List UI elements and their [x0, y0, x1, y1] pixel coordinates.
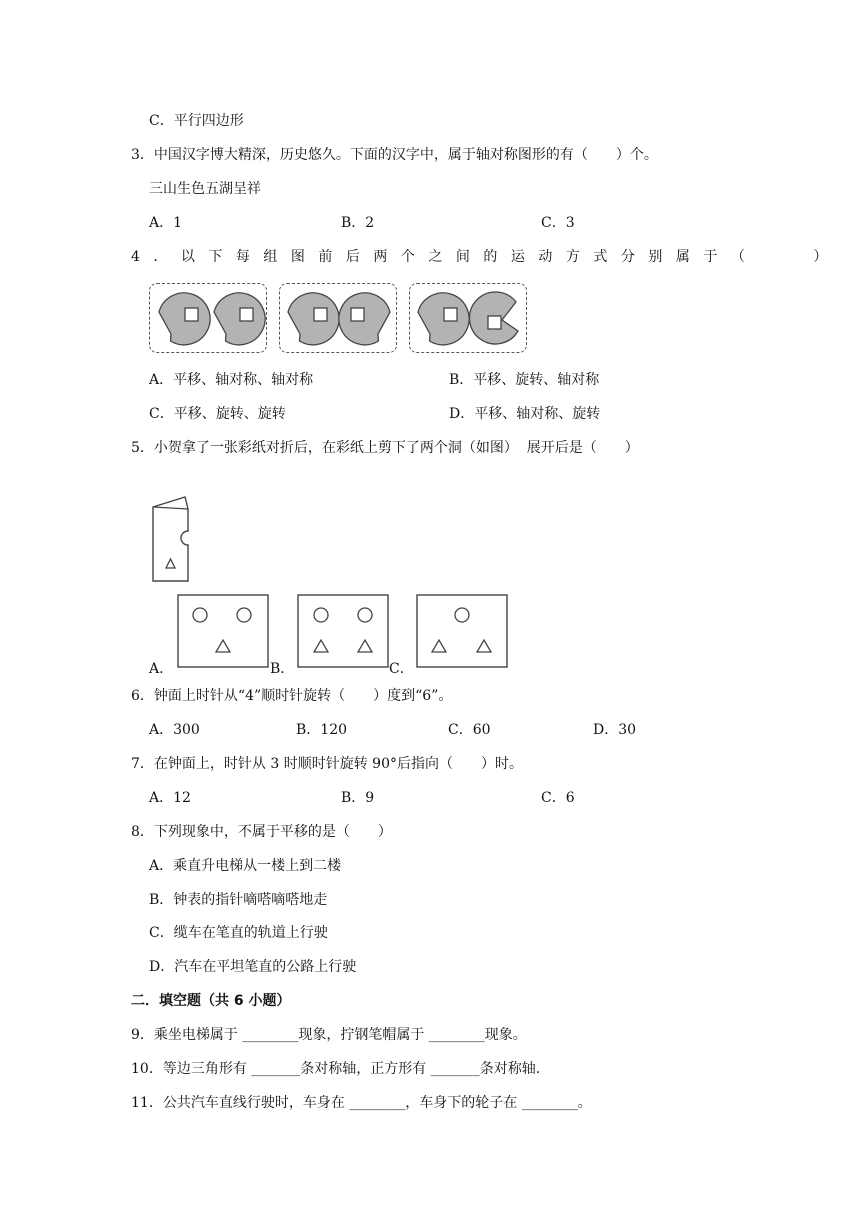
q7-option-a: A．12: [149, 790, 191, 806]
q8-stem: 8．下列现象中，不属于平移的是（ ）: [131, 824, 392, 840]
q4-group2-shape-1: [288, 293, 339, 345]
q5-option-b-label: B．: [270, 661, 295, 677]
q4-group3-shape-2: [469, 292, 518, 344]
q3-stem: 3．中国汉字博大精深，历史悠久。下面的汉字中，属于轴对称图形的有（ ）个。: [131, 147, 658, 163]
q7-option-b: B．9: [341, 790, 375, 806]
q3-option-b: B．2: [341, 215, 375, 231]
q5-option-c-figure: [417, 595, 507, 667]
q4-group2-shape-2: [339, 293, 390, 345]
q11-stem: 11．公共汽车直线行驶时，车身在 ________，车身下的轮子在 ________。: [131, 1095, 592, 1111]
q4-stem: 4．以下每组图前后两个之间的运动方式分别属于（ ）: [131, 249, 841, 265]
q10-stem: 10．等边三角形有 _______条对称轴，正方形有 _______条对称轴.: [131, 1061, 541, 1077]
q4-figures: [0, 0, 860, 360]
q3-option-a: A．1: [149, 215, 183, 231]
q6-stem: 6．钟面上时针从“4”顺时针旋转（ ）度到“6”。: [131, 688, 453, 704]
q2-option-c: C．平行四边形: [149, 113, 244, 129]
section-2-title: 二．填空题（共 6 小题）: [131, 993, 291, 1009]
q4-group1-shape-1: [159, 293, 210, 345]
q4-option-d: D．平移、轴对称、旋转: [449, 406, 601, 422]
q6-option-a: A．300: [149, 722, 200, 738]
q9-stem: 9．乘坐电梯属于 ________现象，拧钢笔帽属于 ________现象。: [131, 1027, 527, 1043]
q8-option-d: D．汽车在平坦笔直的公路上行驶: [149, 959, 357, 975]
q8-option-a: A．乘直升电梯从一楼上到二楼: [149, 858, 342, 874]
q6-option-b: B．120: [296, 722, 348, 738]
q6-option-d: D．30: [593, 722, 637, 738]
q8-option-c: C．缆车在笔直的轨道上行驶: [149, 925, 328, 941]
q5-option-b-figure: [298, 595, 388, 667]
q7-option-c: C．6: [541, 790, 575, 806]
q5-stem: 5．小贺拿了一张彩纸对折后，在彩纸上剪下了两个洞（如图） 展开后是（ ）: [131, 440, 639, 456]
q4-option-b: B．平移、旋转、轴对称: [449, 372, 600, 388]
q4-group3-shape-1: [418, 293, 469, 345]
q3-option-c: C．3: [541, 215, 575, 231]
q6-option-c: C．60: [448, 722, 491, 738]
q7-stem: 7．在钟面上，时针从 3 时顺时针旋转 90°后指向（ ）时。: [131, 756, 523, 772]
q4-option-a: A．平移、轴对称、轴对称: [149, 372, 314, 388]
q4-option-c: C．平移、旋转、旋转: [149, 406, 286, 422]
q4-group1-shape-2: [214, 293, 265, 345]
q3-characters: 三山生色五湖呈祥: [149, 181, 261, 197]
q5-option-a-figure: [178, 595, 268, 667]
q5-option-c-label: C．: [389, 661, 414, 677]
folded-paper-figure: [153, 497, 188, 581]
q5-option-a-label: A．: [149, 661, 174, 677]
q8-option-b: B．钟表的指针嘀嗒嘀嗒地走: [149, 892, 328, 908]
q5-figures: [140, 495, 540, 685]
